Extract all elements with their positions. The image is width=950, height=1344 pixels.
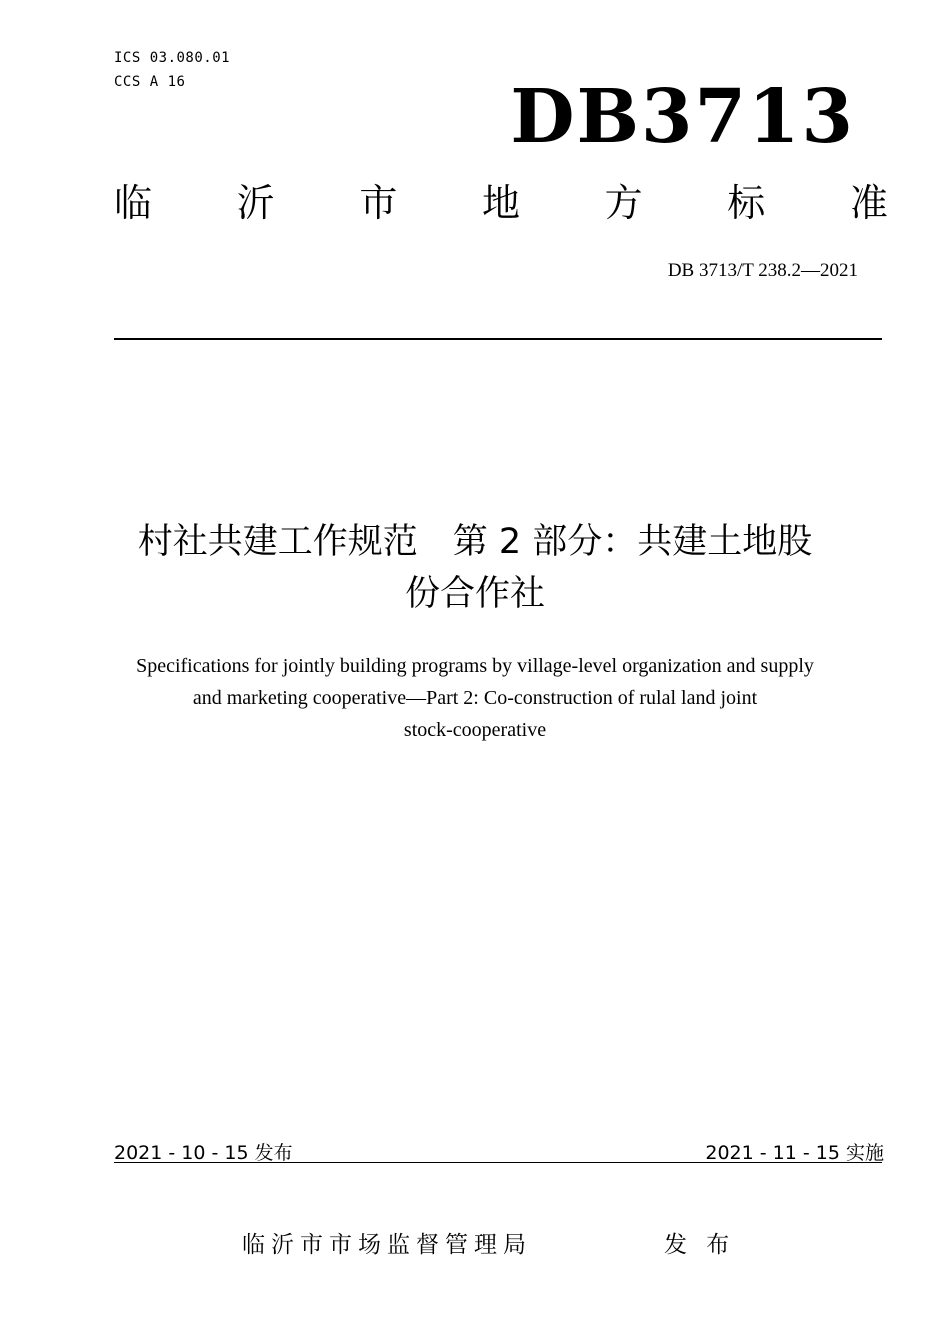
standard-type-char: 标 [727,181,766,225]
title-en-line3: stock-cooperative [403,719,547,741]
title-zh-line1: 村社共建工作规范 第 2 部分：共建土地股 [137,522,813,562]
footer-divider [114,1162,882,1163]
db-code-logo: DB3713 [510,74,855,160]
ccs-code: CCS A 16 [114,74,186,90]
standard-type-char: 地 [481,181,520,225]
title-en-line2: and marketing cooperative—Part 2: Co-construction of rulal land joint [192,687,758,709]
issuer-name: 临沂市市场监督管理局 [242,1232,532,1258]
standard-type-char: 沂 [236,181,275,225]
release-date: 2021 - 10 - 15 发布 [114,1142,293,1164]
standard-type-char: 市 [359,181,398,225]
implement-date: 2021 - 11 - 15 实施 [705,1142,884,1164]
standard-type-char: 临 [114,181,153,225]
title-zh-line2: 份合作社 [404,574,545,614]
standard-type-char: 方 [604,181,643,225]
standard-number: DB 3713/T 238.2—2021 [667,260,858,281]
ics-code: ICS 03.080.01 [114,50,231,66]
header-divider [114,338,882,340]
standard-type-title [114,181,888,225]
standard-type-char: 准 [849,181,888,225]
issuer-action: 发 布 [664,1232,736,1258]
title-en-line1: Specifications for jointly building programs by village-level organization and supply [136,655,814,677]
